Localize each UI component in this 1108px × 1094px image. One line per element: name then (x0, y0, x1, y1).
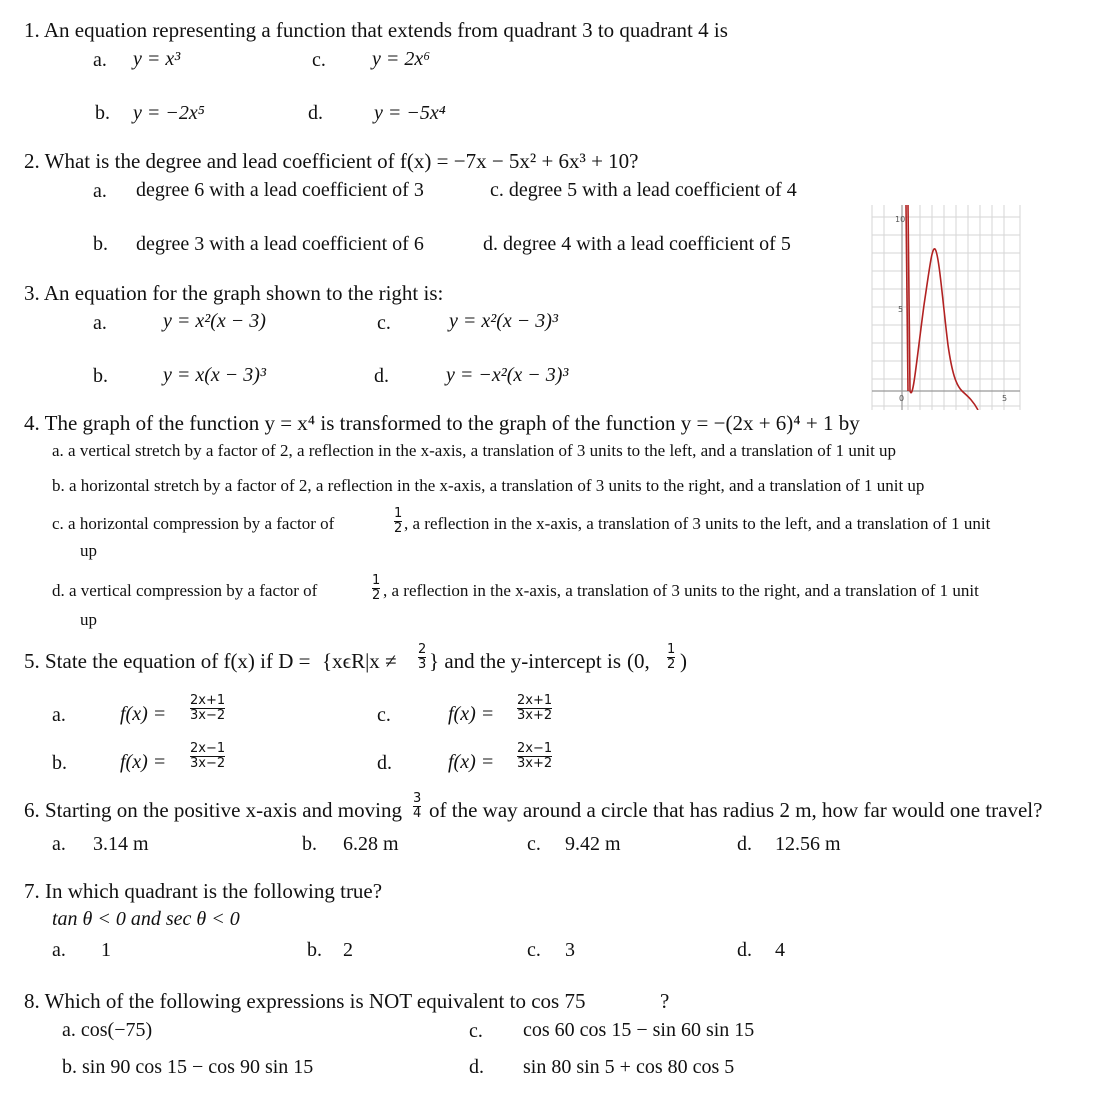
q1-c-text: y = 2x⁶ (372, 48, 431, 70)
graph-grid (872, 205, 1020, 410)
q2-c-text: c. degree 5 with a lead coefficient of 4 (490, 179, 797, 201)
q5-a-label: a. (52, 704, 66, 726)
q5-intercept-den: 2 (667, 656, 676, 672)
q8-c-label: c. (469, 1020, 483, 1042)
q7-a-text: 1 (101, 939, 111, 961)
x-tick-label-5: 5 (1002, 394, 1008, 403)
q7-b-label: b. (307, 939, 322, 961)
q5-b-fx: f(x) = (120, 751, 167, 773)
x-tick-label-0: 0 (899, 394, 905, 403)
q4-d-half-den: 2 (372, 587, 381, 603)
q4-c-pre: c. a horizontal compression by a factor of (52, 514, 335, 533)
q4-c-half-den: 2 (394, 520, 403, 536)
q5-intercept-num: 1 (667, 642, 676, 657)
q6-b-text: 6.28 m (343, 833, 399, 855)
q6-d-label: d. (737, 833, 752, 855)
q4-d-pre: d. a vertical compression by a factor of (52, 581, 318, 600)
q4-a-text: a. a vertical stretch by a factor of 2, a reflection in the x-axis, a translation of 3 units to the left, and a translation of 1 unit up (52, 441, 897, 460)
q3-d-label: d. (374, 365, 389, 387)
q5-c-label: c. (377, 704, 391, 726)
q3-stem: 3. An equation for the graph shown to the right is: (24, 281, 444, 305)
q5-b-num: 2x−1 (190, 741, 226, 756)
q5-d-label: d. (377, 752, 392, 774)
q4-b-text: b. a horizontal stretch by a factor of 2, a reflection in the x-axis, a translation of 3 units to the right, and a translation of 1 unit up (52, 476, 925, 495)
q8-b-text: b. sin 90 cos 15 − cos 90 sin 15 (62, 1056, 314, 1078)
q2-d-text: d. degree 4 with a lead coefficient of 5 (483, 233, 791, 255)
q6-c-label: c. (527, 833, 541, 855)
q5-domain-text: {xϵR|x ≠ (322, 649, 397, 673)
q8-stem-end: ? (660, 989, 670, 1013)
q5-stem-mid: } and the y-intercept is (429, 649, 622, 673)
q6-a-text: 3.14 m (93, 833, 149, 855)
y-tick-label-5: 5 (898, 305, 904, 314)
q5-stem-pre: 5. State the equation of f(x) if D = (24, 649, 311, 673)
q1-b-text: y = −2x⁵ (133, 102, 205, 124)
q5-c-num: 2x+1 (517, 693, 553, 708)
q6-b-label: b. (302, 833, 317, 855)
q3-b-label: b. (93, 365, 108, 387)
q5-a-fx: f(x) = (120, 703, 167, 725)
q6-stem-post: of the way around a circle that has radius 2 m, how far would one travel? (429, 798, 1043, 822)
q5-d-fx: f(x) = (448, 751, 495, 773)
y-tick-label-10: 10 (895, 215, 906, 224)
q5-d-fraction (517, 742, 552, 770)
q6-a-label: a. (52, 833, 66, 855)
q4-c-wrap: up (80, 541, 97, 560)
q6-fraction (413, 792, 421, 820)
q7-d-text: 4 (775, 939, 785, 961)
q6-frac-den: 4 (413, 805, 422, 821)
q5-d-num: 2x−1 (517, 741, 553, 756)
q3-c-text: y = x²(x − 3)³ (449, 310, 558, 332)
q8-c-text: cos 60 cos 15 − sin 60 sin 15 (523, 1019, 755, 1041)
q6-c-text: 9.42 m (565, 833, 621, 855)
q3-a-label: a. (93, 312, 107, 334)
q7-c-label: c. (527, 939, 541, 961)
q1-a-label: a. (93, 49, 107, 71)
q5-b-fraction (190, 742, 225, 770)
q1-d-label: d. (308, 102, 323, 124)
q7-b-text: 2 (343, 939, 353, 961)
q4-d-half-num: 1 (372, 573, 381, 588)
q5-b-den: 3x−2 (190, 755, 226, 771)
q6-d-text: 12.56 m (775, 833, 841, 855)
q3-b-text: y = x(x − 3)³ (163, 364, 266, 386)
q3-a-text: y = x²(x − 3) (163, 310, 266, 332)
q1-b-label: b. (95, 102, 110, 124)
q2-a-label: a. (93, 180, 107, 202)
q4-c-post: , a reflection in the x-axis, a translation of 3 units to the left, and a translation of 1 unit (404, 514, 991, 533)
q8-d-label: d. (469, 1056, 484, 1078)
q3-c-label: c. (377, 312, 391, 334)
q3-d-text: y = −x²(x − 3)³ (446, 364, 569, 386)
q2-b-label: b. (93, 233, 108, 255)
q8-d-text: sin 80 sin 5 + cos 80 cos 5 (523, 1056, 735, 1078)
q5-domain-fraction (418, 643, 426, 671)
q8-a-text: a. cos(−75) (62, 1019, 153, 1041)
q2-b-text: degree 3 with a lead coefficient of 6 (136, 233, 424, 255)
q8-stem: 8. Which of the following expressions is NOT equivalent to cos 75 (24, 989, 586, 1013)
q1-stem: 1. An equation representing a function that extends from quadrant 3 to quadrant 4 is (24, 18, 728, 42)
q5-a-den: 3x−2 (190, 707, 226, 723)
q4-d-wrap: up (80, 610, 97, 629)
q5-c-fraction (517, 694, 552, 722)
q5-a-fraction (190, 694, 225, 722)
q5-c-den: 3x+2 (517, 707, 553, 723)
q4-c-half-num: 1 (394, 506, 403, 521)
q4-c-half-fraction (394, 507, 402, 535)
q6-frac-num: 3 (413, 791, 422, 806)
q6-stem-pre: 6. Starting on the positive x-axis and moving (24, 798, 402, 822)
q5-intercept-pre: (0, (627, 649, 650, 673)
q1-c-label: c. (312, 49, 326, 71)
q7-a-label: a. (52, 939, 66, 961)
q5-a-num: 2x+1 (190, 693, 226, 708)
q7-c-text: 3 (565, 939, 575, 961)
q4-stem: 4. The graph of the function y = x⁴ is transformed to the graph of the function y = −(2x + 6)⁴ + 1 by (24, 411, 860, 435)
q1-a-text: y = x³ (133, 48, 181, 70)
q7-stem: 7. In which quadrant is the following true? (24, 879, 383, 903)
q5-d-den: 3x+2 (517, 755, 553, 771)
q5-intercept-post: ) (680, 649, 687, 673)
q2-a-text: degree 6 with a lead coefficient of 3 (136, 179, 424, 201)
q5-domain-den: 3 (418, 656, 427, 672)
q2-stem: 2. What is the degree and lead coefficient of f(x) = −7x − 5x² + 6x³ + 10? (24, 149, 639, 173)
q5-domain-num: 2 (418, 642, 427, 657)
q5-intercept-fraction (667, 643, 675, 671)
q4-d-half-fraction (372, 574, 380, 602)
q7-condition: tan θ < 0 and sec θ < 0 (52, 908, 240, 930)
q5-c-fx: f(x) = (448, 703, 495, 725)
q1-d-text: y = −5x⁴ (374, 102, 446, 124)
polynomial-graph (868, 205, 1024, 410)
q4-d-post: , a reflection in the x-axis, a translation of 3 units to the right, and a translation of 1 unit (383, 581, 979, 600)
q5-b-label: b. (52, 752, 67, 774)
q7-d-label: d. (737, 939, 752, 961)
